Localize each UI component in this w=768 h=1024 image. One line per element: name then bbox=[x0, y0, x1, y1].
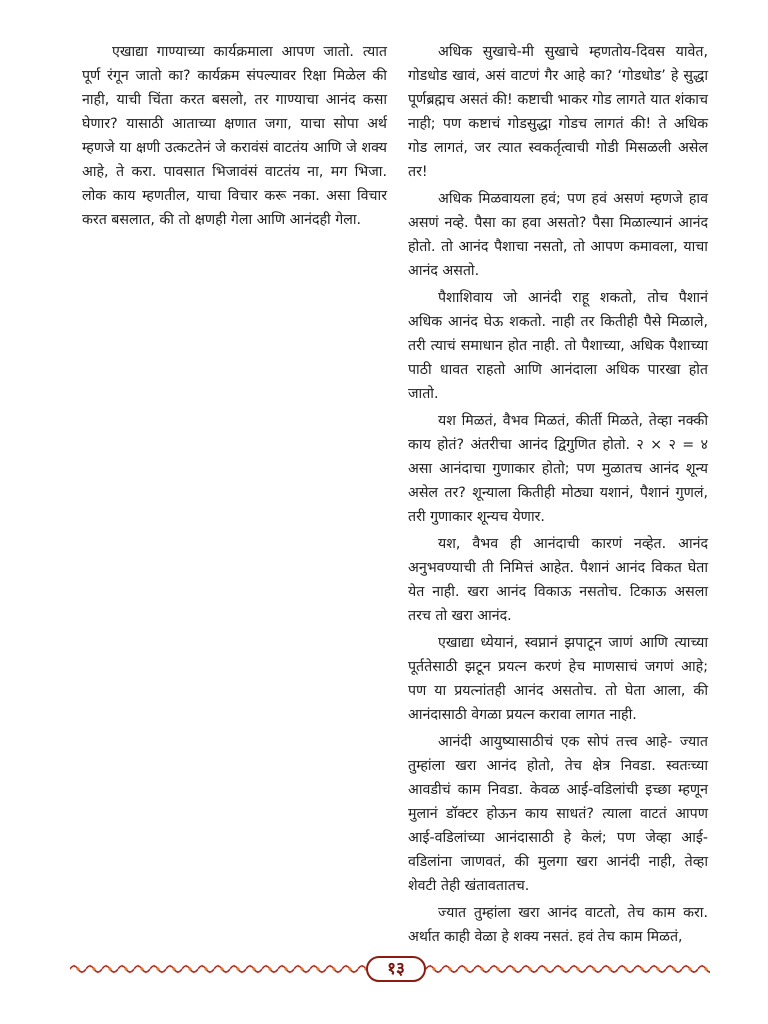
decorative-border-left bbox=[70, 963, 366, 975]
paragraph: आनंदी आयुष्यासाठीचं एक सोपं तत्त्व आहे- ज्यात तुम्हांला खरा आनंद होतो, तेच क्षेत्र निवडा. स्वतःच्या आवडीचं काम निवडा. केवळ आई-वडिलांची इच्छा म्हणून मुलानं डॉक्टर होऊन काय साधतं? त्याला वाटतं आपण आई-वडिलांच्या आनंदासाठी हे केलं; पण जेव्हा आई-वडिलांना जाणवतं, की मुलगा खरा आनंदी नाही, तेव्हा शेवटी तेही खंतावतातच. bbox=[408, 734, 708, 894]
paragraph: यश, वैभव ही आनंदाची कारणं नव्हेत. आनंद अनुभवण्याची ती निमित्तं आहेत. पैशानं आनंद विकत घेता येत नाही. खरा आनंद विकाऊ नसतोच. टिकाऊ असला तरच तो खरा आनंद. bbox=[408, 536, 708, 624]
paragraph: एखाद्या ध्येयानं, स्वप्नानं झपाटून जाणं आणि त्याच्या पूर्ततेसाठी झटून प्रयत्न करणं हेच माणसाचं जगणं आहे; पण या प्रयत्नांतही आनंद असतोच. तो घेता आला, की आनंदासाठी वेगळा प्रयत्न करावा लागत नाही. bbox=[408, 635, 708, 723]
paragraph: पैशाशिवाय जो आनंदी राहू शकतो, तोच पैशानं अधिक आनंद घेऊ शकतो. नाही तर कितीही पैसे मिळाले, तरी त्याचं समाधान होत नाही. तो पैशाच्या, अधिक पैशाच्या पाठी धावत राहतो आणि आनंदाला अधिक पारखा होत जातो. bbox=[408, 290, 708, 402]
page-footer bbox=[70, 958, 710, 980]
left-column bbox=[82, 40, 387, 232]
paragraph: यश मिळतं, वैभव मिळतं, कीर्ती मिळते, तेव्हा नक्की काय होतं? अंतरीचा आनंद द्विगुणित होतो. २ × २ = ४ असा आनंदाचा गुणाकार होतो; पण मुळातच आनंद शून्य असेल तर? शून्याला कितीही मोठ्या यशानं, पैशानं गुणलं, तरी गुणाकार शून्यच येणार. bbox=[408, 413, 708, 525]
paragraph: अधिक सुखाचे-मी सुखाचे म्हणतोय-दिवस यावेत, गोडधोड खावं, असं वाटणं गैर आहे का? ‘गोडधोड’ हे सुद्धा पूर्णब्रह्मच असतं की! कष्टाची भाकर गोड लागते यात शंकाच नाही; पण कष्टाचं गोडसुद्धा गोडच लागतं की! ते अधिक गोड लागतं, जर त्यात स्वकर्तृत्वाची गोडी मिसळली असेल तर! bbox=[408, 44, 708, 180]
decorative-border-right bbox=[426, 963, 710, 975]
right-column bbox=[408, 40, 708, 949]
page-number: १३ bbox=[366, 956, 426, 982]
paragraph: एखाद्या गाण्याच्या कार्यक्रमाला आपण जातो. त्यात पूर्ण रंगून जातो का? कार्यक्रम संपल्यावर रिक्षा मिळेल की नाही, याची चिंता करत बसलो, तर गाण्याचा आनंद कसा घेणार? यासाठी आताच्या क्षणात जगा, याचा सोपा अर्थ म्हणजे या क्षणी उत्कटतेनं जे करावंसं वाटतंय आणि जे शक्य आहे, ते करा. पावसात भिजावंसं वाटतंय ना, मग भिजा. लोक काय म्हणतील, याचा विचार करू नका. असा विचार करत बसलात, की तो क्षणही गेला आणि आनंदही गेला. bbox=[82, 44, 387, 228]
paragraph: ज्यात तुम्हांला खरा आनंद वाटतो, तेच काम करा. अर्थात काही वेळा हे शक्य नसतं. हवं तेच काम मिळतं, bbox=[408, 905, 708, 945]
paragraph: अधिक मिळवायला हवं; पण हवं असणं म्हणजे हाव असणं नव्हे. पैसा का हवा असतो? पैसा मिळाल्यानं आनंद होतो. तो आनंद पैशाचा नसतो, तो आपण कमावला, याचा आनंद असतो. bbox=[408, 191, 708, 279]
